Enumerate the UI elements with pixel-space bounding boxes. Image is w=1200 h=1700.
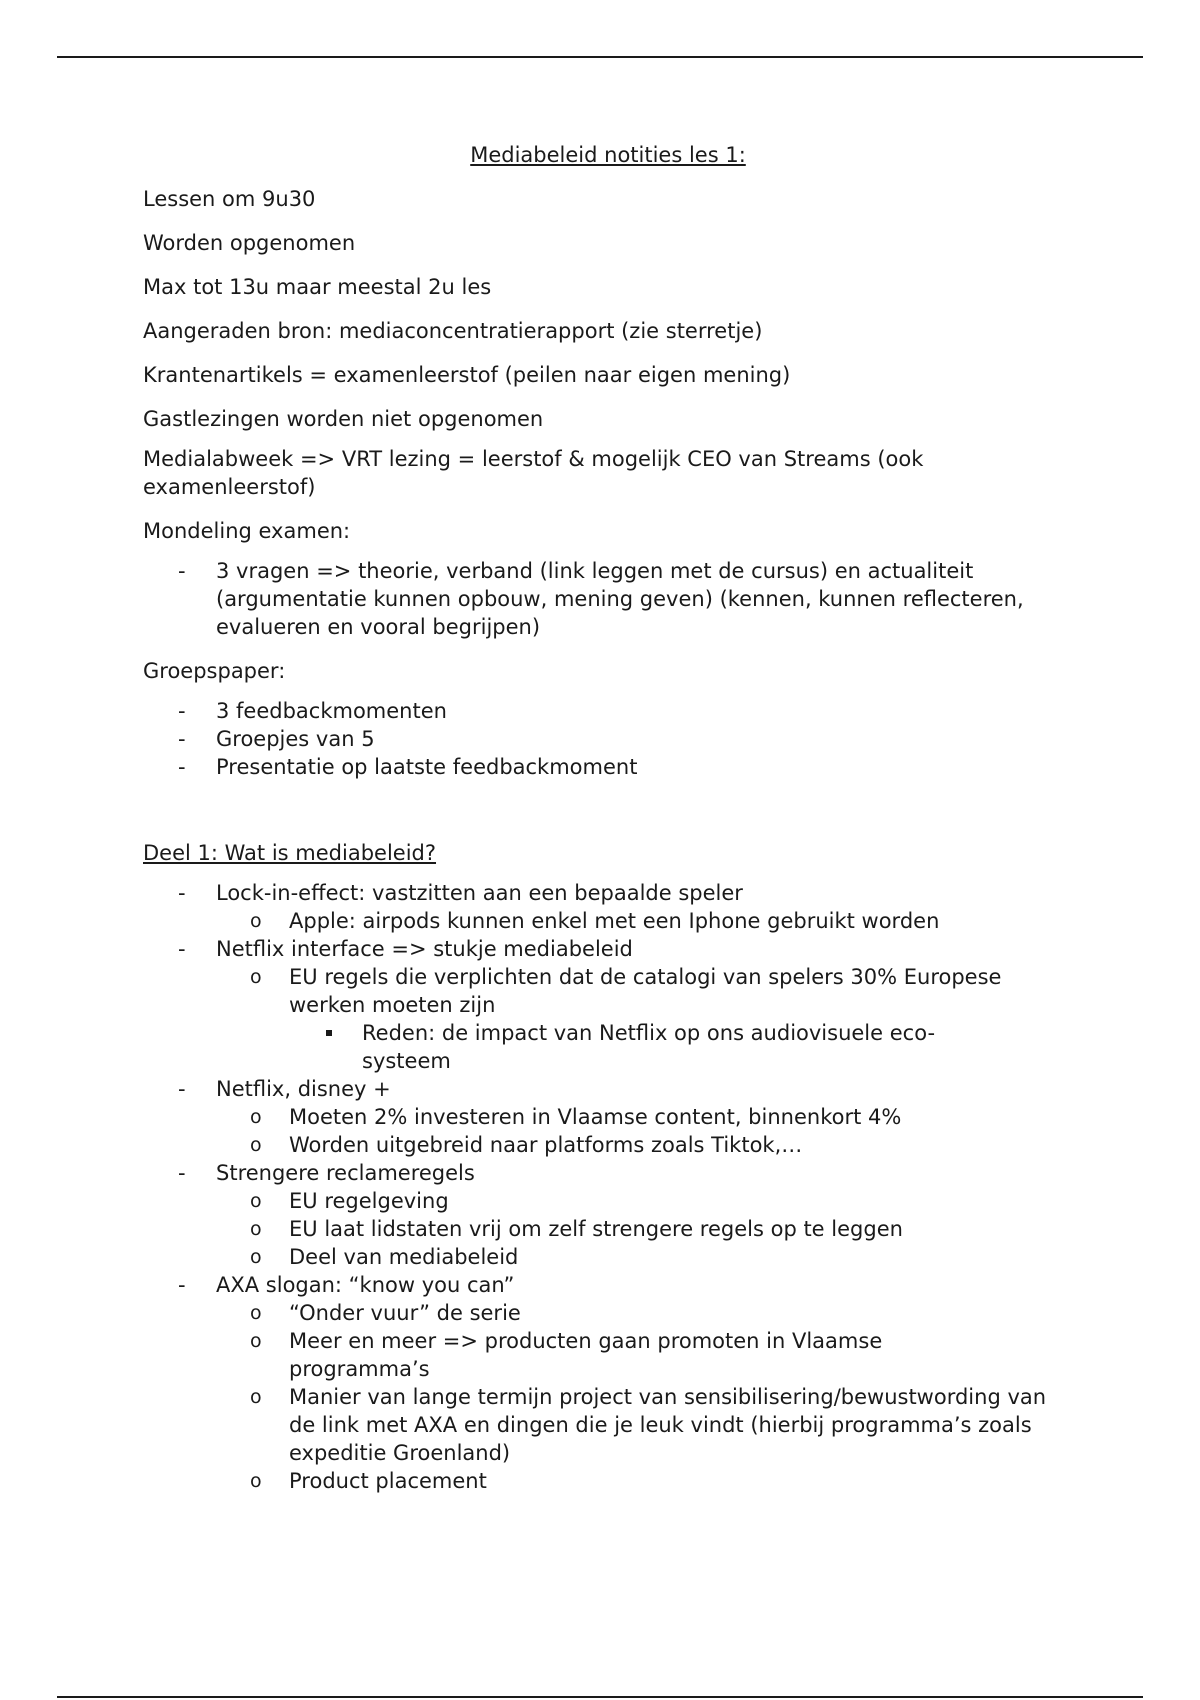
circle-bullet: o — [250, 1246, 262, 1268]
list-item: - Netflix, disney + o Moeten 2% investeren in Vlaamse content, binnenkort 4% o Worden uitgebreid naar platforms zoals Tiktok,… — [143, 1075, 1073, 1159]
subsub-list — [289, 1019, 1073, 1075]
dash-bullet: - — [178, 699, 186, 723]
paper-list — [143, 697, 1073, 781]
sub-list-item: o Worden uitgebreid naar platforms zoals Tiktok,… — [250, 1133, 803, 1157]
square-bullet — [326, 1030, 332, 1036]
part1-list — [143, 879, 1073, 1495]
dash-bullet: - — [178, 1273, 186, 1297]
sub-list-item: o Moeten 2% investeren in Vlaamse content, binnenkort 4% — [250, 1105, 902, 1129]
dash-bullet: - — [178, 1161, 186, 1185]
sub-list — [216, 1187, 1073, 1271]
dash-bullet: - — [178, 727, 186, 751]
list-item: - Netflix interface => stukje mediabeleid o EU regels die verplichten dat de catalogi van spelers 30% Europese werken moeten zijn Reden: de impact van Netflix op ons audiovisuele eco-systeem — [143, 935, 1073, 1075]
exam-label: Mondeling examen: — [143, 519, 351, 543]
sub-list-item: o Product placement — [250, 1469, 487, 1493]
intro-line: Worden opgenomen — [143, 231, 356, 255]
sub-list-item: o EU regels die verplichten dat de catalogi van spelers 30% Europese werken moeten zijn Reden: de impact van Netflix op ons audiovisuele eco-systeem — [216, 963, 1073, 1075]
header-rule — [57, 56, 1143, 58]
list-item: - 3 vragen => theorie, verband (link leggen met de cursus) en actualiteit (argumentatie kunnen opbouw, mening geven) (kennen, kunnen reflecteren, evalueren en vooral begrijpen) — [178, 559, 1024, 639]
subsub-list-item: Reden: de impact van Netflix op ons audiovisuele eco-systeem — [289, 1019, 972, 1075]
sub-list — [216, 907, 1073, 935]
dash-bullet: - — [178, 559, 186, 583]
list-item: - Strengere reclameregels o EU regelgeving o EU laat lidstaten vrij om zelf strengere regels op te leggen o Deel van mediabeleid — [143, 1159, 1073, 1271]
circle-bullet: o — [250, 1218, 262, 1240]
paper-label: Groepspaper: — [143, 659, 286, 683]
footer-rule — [57, 1696, 1143, 1698]
sub-list-item: o EU regelgeving — [250, 1189, 449, 1213]
page-title: Mediabeleid notities les 1: — [470, 143, 746, 167]
dash-bullet: - — [178, 881, 186, 905]
intro-line: Krantenartikels = examenleerstof (peilen naar eigen mening) — [143, 363, 791, 387]
circle-bullet: o — [250, 910, 262, 932]
dash-bullet: - — [178, 1077, 186, 1101]
dash-bullet: - — [178, 937, 186, 961]
sub-list — [216, 1103, 1073, 1159]
list-item: - 3 feedbackmomenten — [178, 699, 447, 723]
circle-bullet: o — [250, 1190, 262, 1212]
sub-list-item: o Apple: airpods kunnen enkel met een Iphone gebruikt worden — [250, 909, 940, 933]
list-item: - Presentatie op laatste feedbackmoment — [178, 755, 638, 779]
exam-list — [143, 557, 1073, 641]
sub-list-item: o EU laat lidstaten vrij om zelf strengere regels op te leggen — [250, 1217, 903, 1241]
circle-bullet: o — [250, 1302, 262, 1324]
document-body — [143, 141, 1073, 1511]
circle-bullet: o — [250, 1106, 262, 1128]
intro-line: Lessen om 9u30 — [143, 187, 316, 211]
sub-list-item: o Meer en meer => producten gaan promoten in Vlaamse programma’s — [250, 1329, 883, 1381]
list-item: - Lock-in-effect: vastzitten aan een bepaalde speler o Apple: airpods kunnen enkel met een Iphone gebruikt worden — [143, 879, 1073, 935]
intro-line: Aangeraden bron: mediaconcentratierapport (zie sterretje) — [143, 319, 763, 343]
section-heading: Deel 1: Wat is mediabeleid? — [143, 841, 437, 865]
dash-bullet: - — [178, 755, 186, 779]
intro-line: Medialabweek => VRT lezing = leerstof & mogelijk CEO van Streams (ook examenleerstof) — [143, 447, 924, 499]
circle-bullet: o — [250, 1330, 262, 1352]
list-item: - AXA slogan: “know you can” o “Onder vuur” de serie o Meer en meer => producten gaan promoten in Vlaamse programma’s o Manier van lange termijn project van sensibilisering/bewustwording van de link met AXA en dingen die je leuk vindt (hierbij programma’s zoals expeditie Groenland) o Product placement — [143, 1271, 1073, 1495]
sub-list-item: o “Onder vuur” de serie — [250, 1301, 521, 1325]
intro-line: Max tot 13u maar meestal 2u les — [143, 275, 492, 299]
sub-list — [216, 1299, 1073, 1495]
sub-list — [216, 963, 1073, 1075]
circle-bullet: o — [250, 1386, 262, 1408]
circle-bullet: o — [250, 966, 262, 988]
sub-list-item: o Deel van mediabeleid — [250, 1245, 519, 1269]
list-item: - Groepjes van 5 — [178, 727, 375, 751]
circle-bullet: o — [250, 1134, 262, 1156]
intro-line: Gastlezingen worden niet opgenomen — [143, 407, 544, 431]
sub-list-item: o Manier van lange termijn project van sensibilisering/bewustwording van de link met AXA en dingen die je leuk vindt (hierbij programma’s zoals expeditie Groenland) — [250, 1385, 1047, 1465]
circle-bullet: o — [250, 1470, 262, 1492]
